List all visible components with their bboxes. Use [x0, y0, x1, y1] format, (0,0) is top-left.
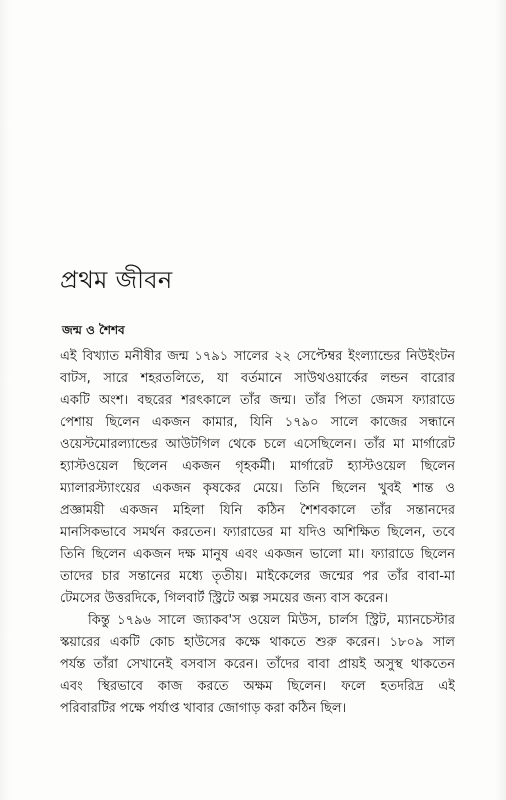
paragraph-1 [60, 346, 455, 610]
text-line: বাটস, সারে শহরতলিতে, যা বর্তমানে সাউথওয়ার্কের লন্ডন বারোর [60, 371, 455, 386]
text-line: ম্যালারস্ট্যাংয়ের একজন কৃষকের মেয়ে। তিনি ছিলেন খুবই শান্ত ও [60, 481, 455, 496]
text-line: ওয়েস্টমোরল্যান্ডের আউটগিল থেকে চলে এসেছিলেন। তাঁর মা মার্গারেট [60, 437, 455, 452]
text-line: এই বিখ্যাত মনীষীর জন্ম ১৭৯১ সালের ২২ সেপ্টেম্বর ইংল্যান্ডের নিউইংটন [60, 349, 455, 364]
text-line: স্কয়ারের একটি কোচ হাউসের কক্ষে থাকতে শুরু করেন। ১৮০৯ সাল [60, 635, 455, 650]
chapter-title: প্রথম জীবন [60, 266, 173, 294]
section-heading: জন্ম ও শৈশব [62, 323, 125, 337]
text-line: টেমসের উত্তরদিকে, গিলবার্ট স্ট্রিটে অল্প সময়ের জন্য বাস করেন। [60, 591, 389, 606]
text-line: হ্যাস্টওয়েল ছিলেন একজন গৃহকর্মী। মার্গারেট হ্যাস্টওয়েল ছিলেন [60, 459, 455, 474]
text-line: পরিবারটির পক্ষে পর্যাপ্ত খাবার জোগাড় করা কঠিন ছিল। [60, 701, 347, 716]
text-line: মানসিকভাবে সমর্থন করতেন। ফ্যারাডের মা যদিও অশিক্ষিত ছিলেন, তবে [60, 525, 455, 540]
body-text [60, 346, 455, 720]
text-line: একটি অংশ। বছরের শরৎকালে তাঁর জন্ম। তাঁর পিতা জেমস ফ্যারাডে [60, 393, 455, 408]
text-line: তিনি ছিলেন একজন দক্ষ মানুষ এবং একজন ভালো মা। ফ্যারাডে ছিলেন [60, 547, 455, 562]
text-line: পর্যন্ত তাঁরা সেখানেই বসবাস করেন। তাঁদের বাবা প্রায়ই অসুস্থ থাকতেন [60, 657, 455, 672]
text-line: প্রজ্ঞাময়ী একজন মহিলা যিনি কঠিন শৈশবকালে তাঁর সন্তানদের [60, 503, 455, 518]
text-line: এবং স্থিরভাবে কাজ করতে অক্ষম ছিলেন। ফলে হতদরিদ্র এই [60, 679, 455, 694]
text-line: পেশায় ছিলেন একজন কামার, যিনি ১৭৯০ সালে কাজের সন্ধানে [60, 415, 455, 430]
text-line: তাদের চার সন্তানের মধ্যে তৃতীয়। মাইকেলের জন্মের পর তাঁর বাবা-মা [60, 569, 455, 584]
paragraph-2 [60, 610, 455, 720]
text-line: কিন্তু ১৭৯৬ সালে জ্যাকব'স ওয়েল মিউস, চার্লস স্ট্রিট, ম্যানচেস্টার [88, 613, 455, 628]
